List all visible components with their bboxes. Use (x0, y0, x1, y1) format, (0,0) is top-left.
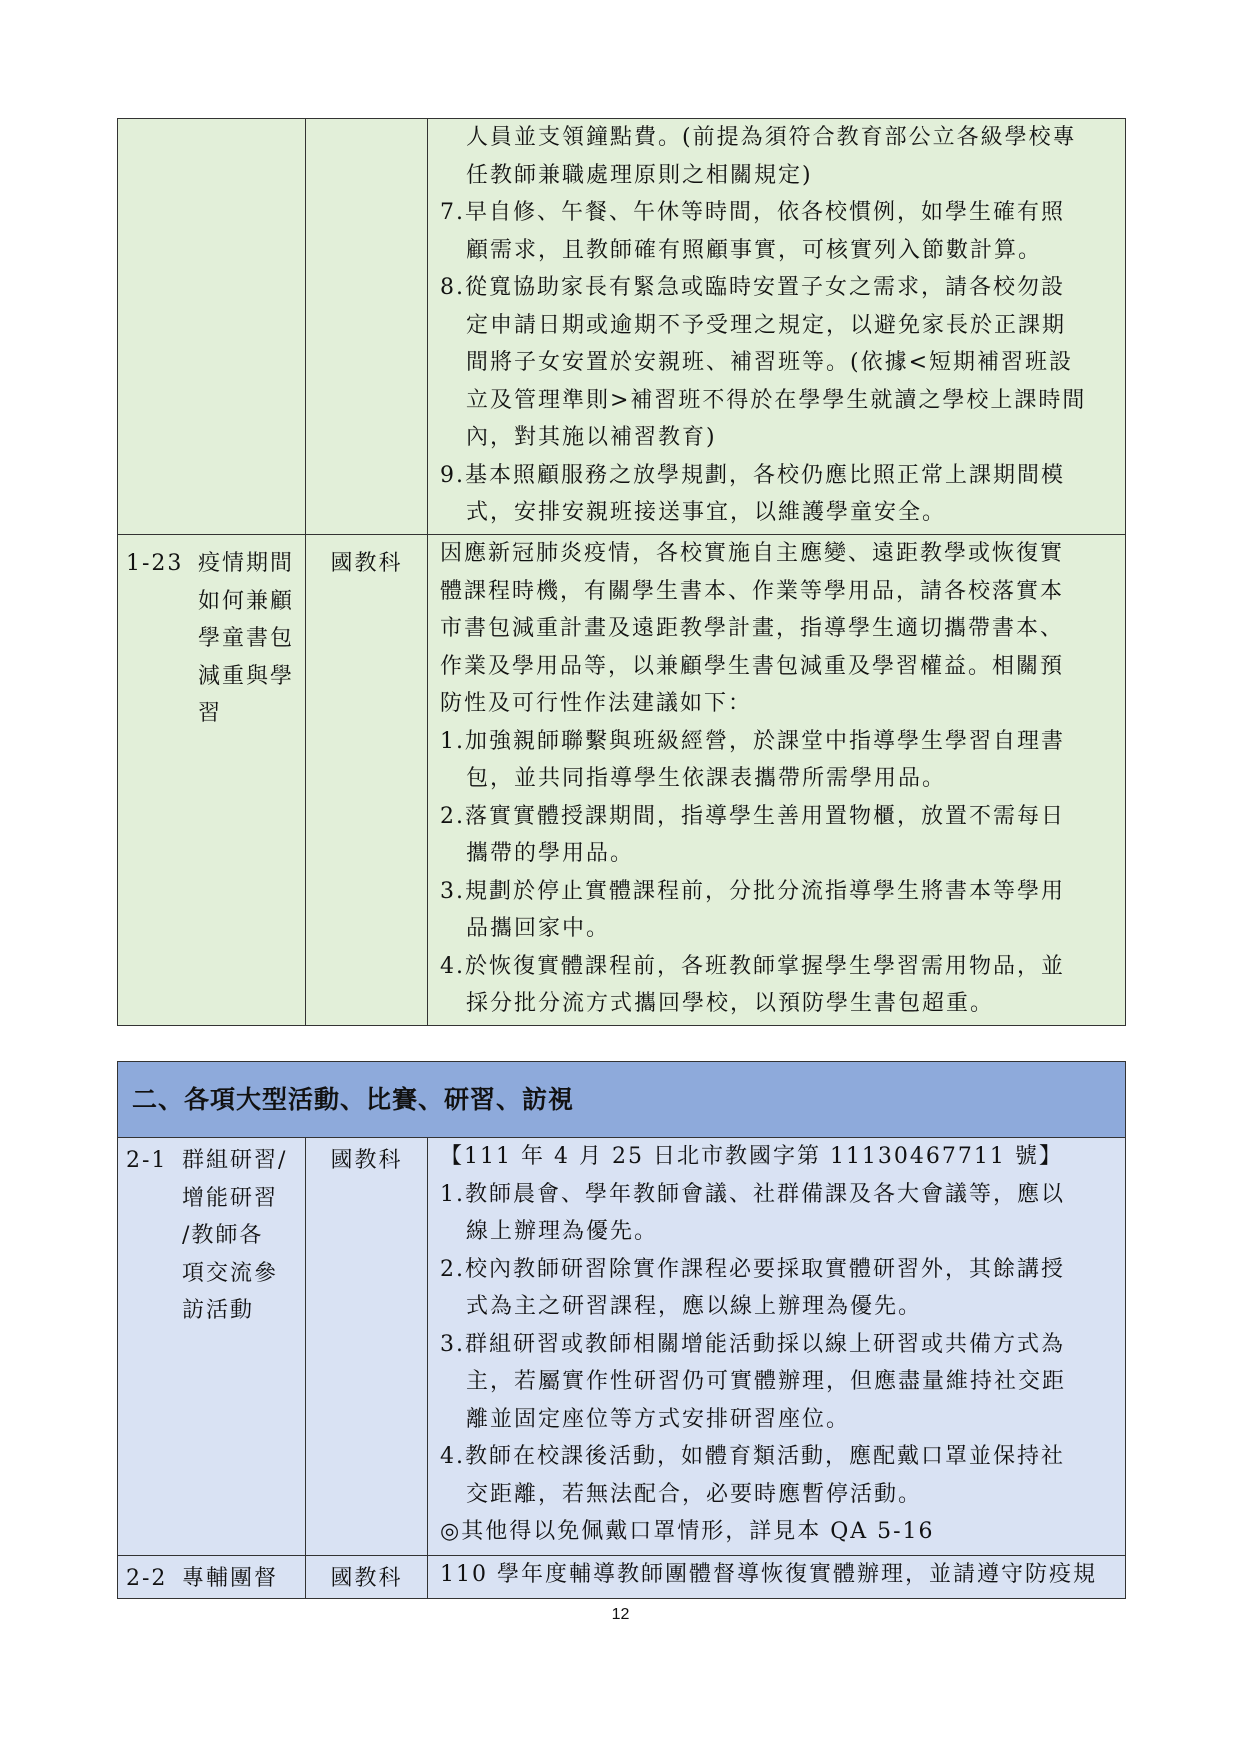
text-line: 人員並支領鐘點費。(前提為須符合教育部公立各級學校專 (466, 125, 1077, 150)
content-cell (428, 1138, 1126, 1556)
text-line: ◎其他得以免佩戴口罩情形，詳見本 QA 5-16 (440, 1519, 935, 1544)
text-line: 【111 年 4 月 25 日北市教國字第 11130467711 號】 (440, 1144, 1063, 1169)
text-line: 包，並共同指導學生依課表攜帶所需學用品。 (466, 766, 947, 791)
list-item-line: 8.從寬協助家長有緊急或臨時安置子女之需求，請各校勿設 (440, 275, 1065, 300)
list-item-line: 4.於恢復實體課程前，各班教師掌握學生學習需用物品，並 (440, 953, 1065, 979)
title-line: 增能研習 (182, 1185, 279, 1211)
text-line: 110 學年度輔導教師團體督導恢復實體辦理，並請遵守防疫規 (440, 1562, 1097, 1587)
title-line: 專輔團督 (182, 1566, 279, 1591)
title-line: 訪活動 (182, 1298, 255, 1323)
content-cell (428, 535, 1126, 1026)
text-line: 採分批分流方式攜回學校，以預防學生書包超重。 (466, 991, 995, 1016)
text-line: 任教師兼職處理原則之相關規定) (466, 162, 813, 188)
text-line: 式，安排安親班接送事宜，以維護學童安全。 (466, 500, 947, 525)
text-line: 線上辦理為優先。 (466, 1219, 659, 1244)
question-title (198, 545, 299, 733)
text-line: 式為主之研習課程，應以線上辦理為優先。 (466, 1294, 923, 1319)
list-item-line: 3.規劃於停止實體課程前，分批分流指導學生將書本等學用 (440, 878, 1065, 904)
text-line: 內，對其施以補習教育) (466, 425, 717, 450)
dept-cell: 國教科 (306, 1138, 428, 1556)
qa-table-continued (117, 118, 1126, 1026)
title-line: 如何兼顧 (198, 588, 295, 614)
section-header-row (118, 1062, 1126, 1138)
topic-cell (118, 1138, 306, 1556)
table-row (118, 535, 1126, 1026)
text-line: 主，若屬實作性研習仍可實體辦理，但應盡量維持社交距 (466, 1369, 1067, 1394)
text-line: 因應新冠肺炎疫情，各校實施自主應變、遠距教學或恢復實 (440, 541, 1065, 566)
qa-table-section-2 (117, 1061, 1126, 1599)
dept-cell (306, 119, 428, 535)
topic-cell (118, 119, 306, 535)
title-line: 群組研習/ (182, 1148, 288, 1173)
text-line: 交距離，若無法配合，必要時應暫停活動。 (466, 1481, 923, 1507)
dept-cell: 國教科 (306, 535, 428, 1026)
title-line: /教師各 (182, 1223, 264, 1248)
list-item-line: 1.加強親師聯繫與班級經營，於課堂中指導學生學習自理書 (440, 728, 1065, 754)
question-id: 2-1 (126, 1148, 168, 1173)
table-row (118, 1556, 1126, 1599)
title-line: 減重與學 (198, 663, 295, 689)
list-item-line: 4.教師在校課後活動，如體育類活動，應配戴口罩並保持社 (440, 1444, 1065, 1469)
text-line: 防性及可行性作法建議如下： (440, 691, 753, 716)
text-line: 作業及學用品等，以兼顧學生書包減重及學習權益。相關預 (440, 653, 1065, 679)
section-title: 二、各項大型活動、比賽、研習、訪視 (118, 1062, 1126, 1138)
question-id: 1-23 (126, 551, 184, 576)
page-number: 12 (611, 1606, 630, 1623)
title-line: 疫情期間 (198, 551, 295, 576)
list-item-line: 7.早自修、午餐、午休等時間，依各校慣例，如學生確有照 (440, 200, 1065, 225)
title-line: 學童書包 (198, 626, 295, 651)
text-line: 間將子女安置於安親班、補習班等。(依據<短期補習班設 (466, 350, 1074, 375)
list-item-line: 2.落實實體授課期間，指導學生善用置物櫃，放置不需每日 (440, 803, 1065, 829)
text-line: 攜帶的學用品。 (466, 841, 635, 866)
list-item-line: 2.校內教師研習除實作課程必要採取實體研習外，其餘講授 (440, 1256, 1065, 1282)
question-title (182, 1142, 299, 1330)
topic-cell (118, 535, 306, 1026)
title-line: 習 (198, 701, 223, 726)
table-row (118, 119, 1126, 535)
text-line: 市書包減重計畫及遠距教學計畫，指導學生適切攜帶書本、 (440, 616, 1065, 641)
text-line: 立及管理準則>補習班不得於在學學生就讀之學校上課時間 (466, 387, 1087, 413)
list-item-line: 3.群組研習或教師相關增能活動採以線上研習或共備方式為 (440, 1331, 1065, 1357)
text-line: 品攜回家中。 (466, 916, 611, 941)
title-line: 項交流參 (182, 1260, 279, 1286)
topic-cell (118, 1556, 306, 1599)
table-row (118, 1138, 1126, 1556)
text-line: 體課程時機，有關學生書本、作業等學用品，請各校落實本 (440, 578, 1065, 604)
content-cell (428, 119, 1126, 535)
text-line: 顧需求，且教師確有照顧事實，可核實列入節數計算。 (466, 237, 1043, 263)
text-line: 定申請日期或逾期不予受理之規定，以避免家長於正課期 (466, 312, 1067, 338)
question-title (182, 1560, 299, 1598)
list-item-line: 1.教師晨會、學年教師會議、社群備課及各大會議等，應以 (440, 1181, 1065, 1207)
text-line: 離並固定座位等方式安排研習座位。 (466, 1406, 851, 1432)
dept-cell: 國教科 (306, 1556, 428, 1599)
list-item-line: 9.基本照顧服務之放學規劃，各校仍應比照正常上課期間模 (440, 462, 1065, 488)
question-id: 2-2 (126, 1566, 168, 1591)
content-cell (428, 1556, 1126, 1599)
